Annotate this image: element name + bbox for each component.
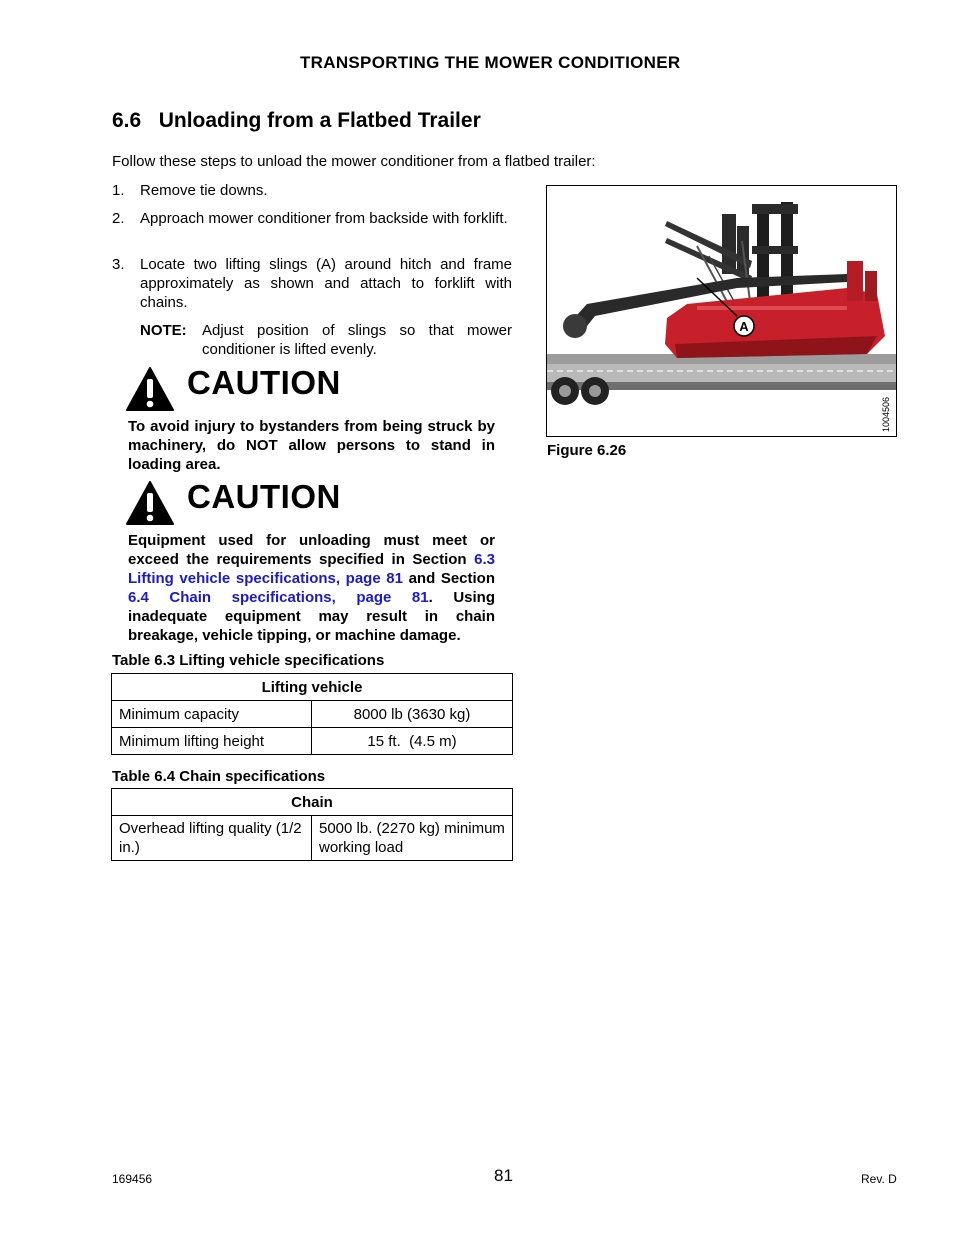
caution-word: CAUTION: [187, 478, 341, 515]
caution-text-part: . Using inadequate equipment may result in chain breakage, vehicle tipping, or machine damage.: [128, 589, 495, 644]
section-title: 6.6 Unloading from a Flatbed Trailer: [112, 109, 481, 132]
figure-caption: Figure 6.26: [547, 442, 627, 459]
figure-id: 1004506: [881, 396, 891, 432]
table-row: [112, 701, 513, 728]
lifting-vehicle-table: [111, 673, 513, 755]
table-row: [112, 816, 513, 861]
chain-load-text: 5000 lb. (2270 kg) minimum working load: [319, 820, 505, 856]
link-chain-specs[interactable]: 6.4 Chain specifications, page 81: [128, 589, 429, 606]
callout-a: A: [739, 319, 749, 334]
table-cell-value: [312, 816, 513, 861]
table-cell-label: Overhead lifting quality (1/2 in.): [112, 816, 312, 861]
table-caption: Table 6.4 Chain specifications: [112, 768, 326, 785]
note: [140, 321, 512, 359]
footer-doc-number: 169456: [112, 1172, 153, 1186]
step-number: 1.: [112, 182, 125, 199]
caution-text-part: and Section: [402, 570, 496, 587]
forklift-lifting-mower-illustration: [547, 186, 896, 436]
table-cell-value: 8000 lb (3630 kg): [312, 701, 513, 728]
caution-text-part: Equipment used for unloading must meet or exceed the requirements specified in Section: [128, 532, 495, 568]
running-header: TRANSPORTING THE MOWER CONDITIONER: [300, 53, 681, 72]
note-text: Adjust position of slings so that mower conditioner is lifted evenly.: [202, 322, 512, 358]
caution-text: To avoid injury to bystanders from being struck by machinery, do NOT allow persons to stand in loading area.: [128, 418, 495, 473]
step-1: [112, 181, 512, 200]
table-header: Chain: [112, 789, 513, 816]
table-caption: Table 6.3 Lifting vehicle specifications: [112, 652, 385, 669]
link-lifting-vehicle-specs[interactable]: 6.3 Lifting vehicle specifications, page 81: [128, 551, 495, 587]
caution-triangle-icon: [125, 480, 175, 526]
figure-image: [546, 185, 897, 437]
table-cell-value: 15 ft. (4.5 m): [312, 728, 513, 755]
step-text: Remove tie downs.: [140, 182, 268, 199]
caution-triangle-icon: [125, 366, 175, 412]
caution-text: [128, 531, 495, 645]
table-cell-label: Minimum capacity: [112, 701, 312, 728]
footer-page-number: 81: [494, 1166, 513, 1185]
footer-revision: Rev. D: [861, 1172, 897, 1186]
table-row: [112, 728, 513, 755]
chain-table: [111, 788, 513, 861]
table-cell-label: Minimum lifting height: [112, 728, 312, 755]
step-text: Approach mower conditioner from backside with forklift.: [140, 210, 508, 227]
intro-paragraph: Follow these steps to unload the mower conditioner from a flatbed trailer:: [112, 153, 596, 170]
caution-word: CAUTION: [187, 364, 341, 401]
step-text: Locate two lifting slings (A) around hitch and frame approximately as shown and attach to forklift with chains.: [140, 256, 512, 311]
table-header: Lifting vehicle: [112, 674, 513, 701]
step-3: [112, 255, 512, 312]
step-number: 2.: [112, 210, 125, 227]
step-2: [112, 209, 512, 228]
note-label: NOTE:: [140, 322, 187, 339]
step-number: 3.: [112, 256, 125, 273]
